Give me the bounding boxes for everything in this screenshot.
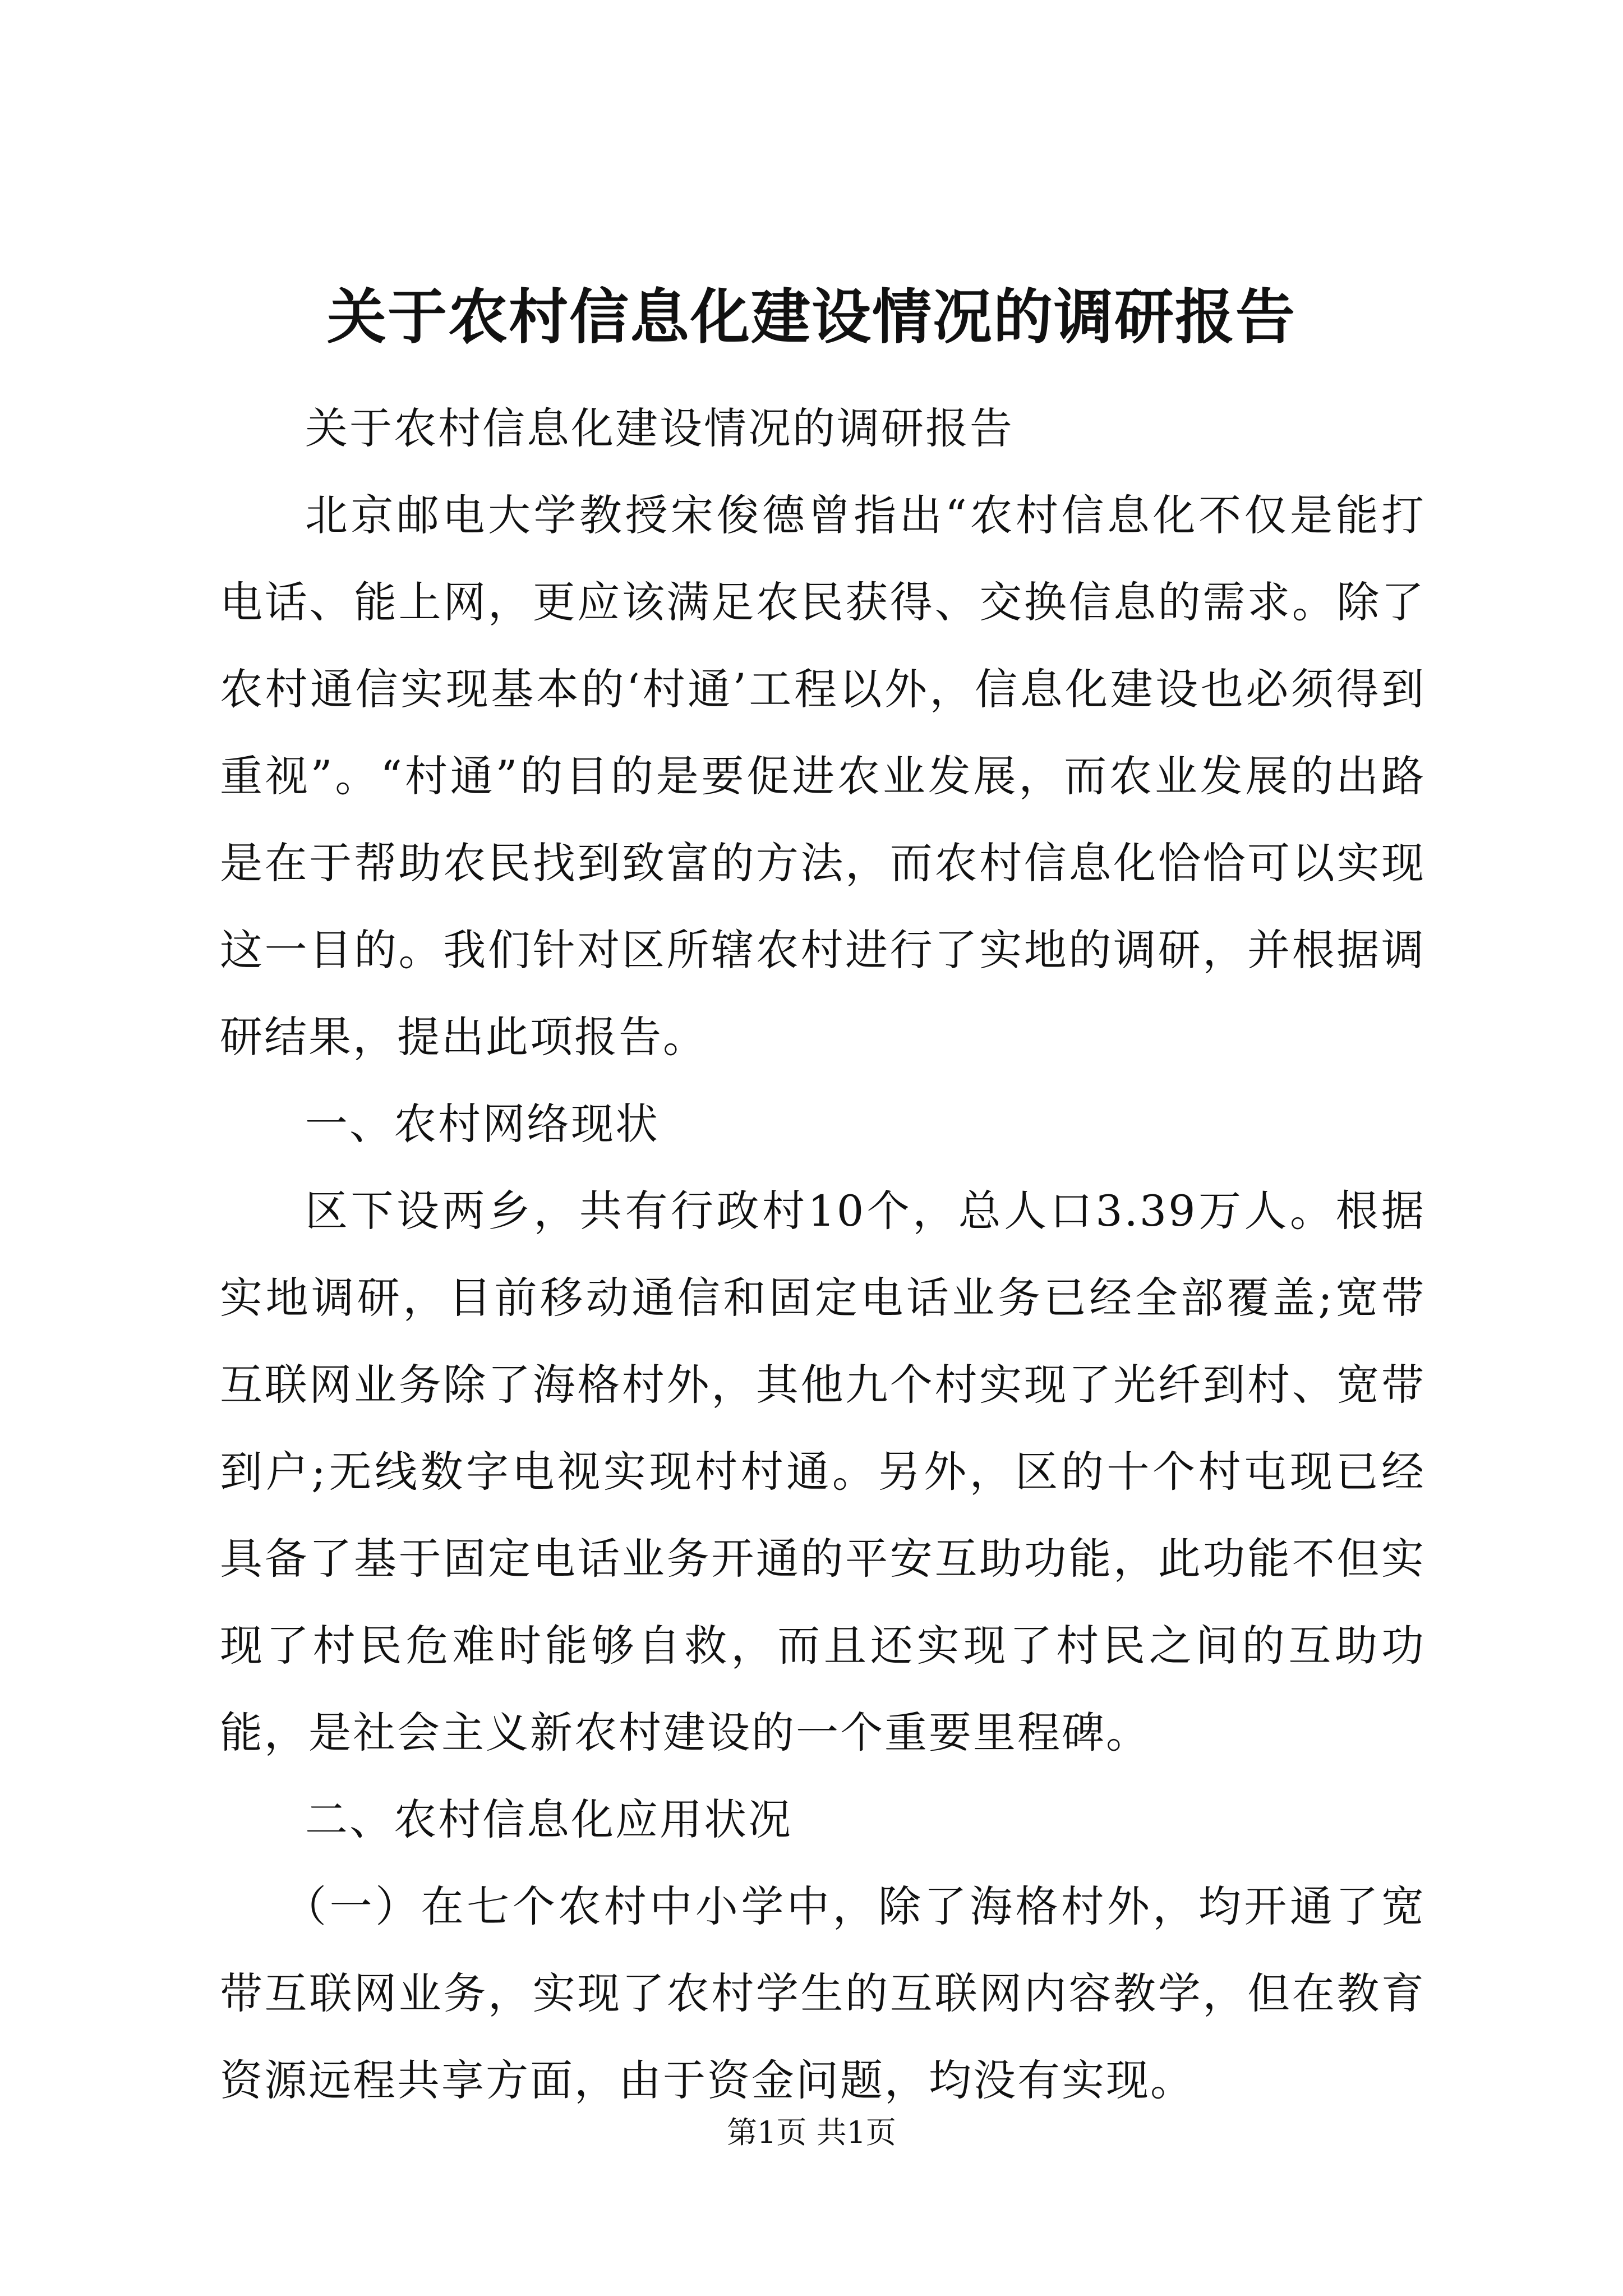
paragraph-subtitle: 关于农村信息化建设情况的调研报告 [305, 403, 1014, 453]
page-number-label: 第1页 共1页 [727, 2115, 896, 2150]
page-footer [0, 2110, 1623, 2155]
paragraph-school-broadband: （一）在七个农村中小学中，除了海格村外，均开通了宽带互联网业务，实现了农村学生的互联网内容教学，但在教育资源远程共享方面，由于资金问题，均没有实现。 [220, 1881, 1426, 2105]
paragraph-intro: 北京邮电大学教授宋俊德曾指出“农村信息化不仅是能打电话、能上网，更应该满足农民获得、交换信息的需求。除了农村通信实现基本的‘村通’工程以外，信息化建设也必须得到重视”。“村通”的目的是要促进农业发展，而农业发展的出路是在于帮助农民找到致富的方法，而农村信息化恰恰可以实现这一目的。我们针对区所辖农村进行了实地的调研，并根据调研结果，提出此项报告。 [220, 490, 1426, 1062]
section-heading-application-status: 二、农村信息化应用状况 [305, 1795, 792, 1844]
document-body [220, 385, 1426, 2124]
paragraph-network-status: 区下设两乡，共有行政村10个，总人口3.39万人。根据实地调研，目前移动通信和固定电话业务已经全部覆盖;宽带互联网业务除了海格村外，其他九个村实现了光纤到村、宽带到户;无线数字电视实现村村通。另外，区的十个村屯现已经具备了基于固定电话业务开通的平安互助功能，此功能不但实现了村民危难时能够自救，而且还实现了村民之间的互助功能，是社会主义新农村建设的一个重要里程碑。 [220, 1186, 1426, 1757]
document-title: 关于农村信息化建设情况的调研报告 [327, 282, 1296, 352]
section-heading-network-status: 一、农村网络现状 [305, 1099, 660, 1149]
